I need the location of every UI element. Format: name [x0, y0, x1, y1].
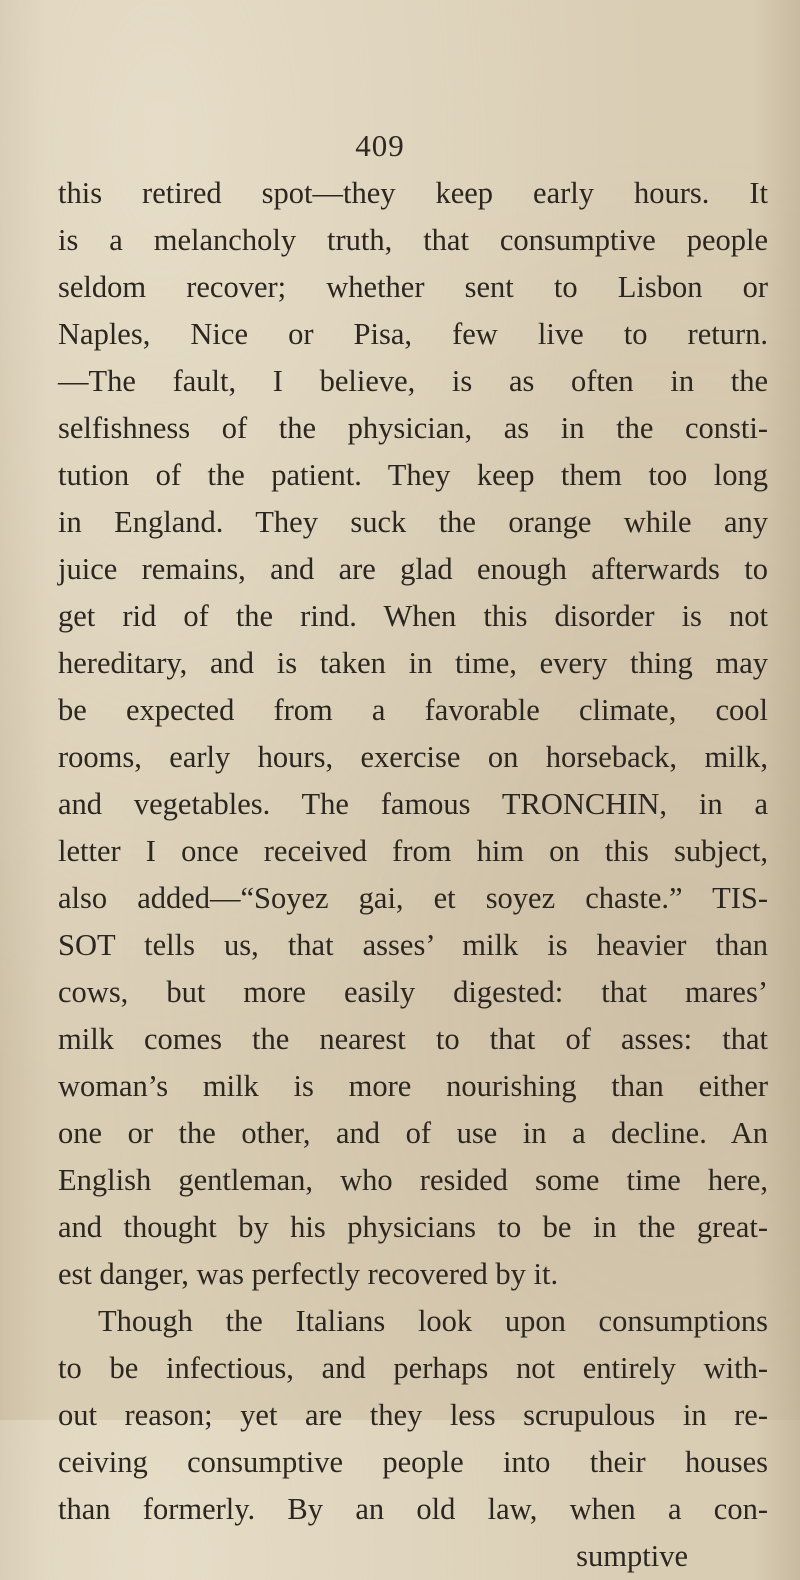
text-line: hereditary, and is taken in time, every thing may [58, 646, 768, 680]
page-number: 409 [355, 128, 405, 163]
text-line: woman’s milk is more nourishing than either [58, 1069, 768, 1103]
text-line: to be infectious, and perhaps not entirely with- [58, 1351, 768, 1385]
text-line: juice remains, and are glad enough afterwards to [58, 552, 768, 586]
text-line: in England. They suck the orange while any [58, 505, 768, 539]
text-line: be expected from a favorable climate, cool [58, 693, 768, 727]
text-line: get rid of the rind. When this disorder is not [58, 599, 768, 633]
text-line: this retired spot—they keep early hours. It [58, 176, 768, 210]
text-line: ceiving consumptive people into their houses [58, 1445, 768, 1479]
text-line: cows, but more easily digested: that mares’ [58, 975, 768, 1009]
text-line: and vegetables. The famous TRONCHIN, in a [58, 787, 768, 821]
text-line: is a melancholy truth, that consumptive people [58, 223, 768, 257]
text-line: also added—“Soyez gai, et soyez chaste.” TIS- [58, 881, 768, 915]
text-line: out reason; yet are they less scrupulous in re- [58, 1398, 768, 1432]
body-text [58, 170, 768, 1580]
paragraph-start-line: Though the Italians look upon consumptions [98, 1304, 768, 1338]
text-line: letter I once received from him on this subject, [58, 834, 768, 868]
text-line: one or the other, and of use in a decline. An [58, 1116, 768, 1150]
text-line: than formerly. By an old law, when a con- [58, 1492, 768, 1526]
text-line: tution of the patient. They keep them too long [58, 458, 768, 492]
catchword: sumptive [576, 1539, 688, 1573]
text-line: Naples, Nice or Pisa, few live to return. [58, 317, 768, 351]
text-line: —The fault, I believe, is as often in the [58, 364, 768, 398]
text-line: selfishness of the physician, as in the consti- [58, 411, 768, 445]
text-line: rooms, early hours, exercise on horseback, milk, [58, 740, 768, 774]
text-line: English gentleman, who resided some time here, [58, 1163, 768, 1197]
text-line: milk comes the nearest to that of asses: that [58, 1022, 768, 1056]
text-line: and thought by his physicians to be in the great- [58, 1210, 768, 1244]
text-line: seldom recover; whether sent to Lisbon or [58, 270, 768, 304]
text-line: est danger, was perfectly recovered by it. [58, 1257, 559, 1291]
text-line: SOT tells us, that asses’ milk is heavier than [58, 928, 768, 962]
